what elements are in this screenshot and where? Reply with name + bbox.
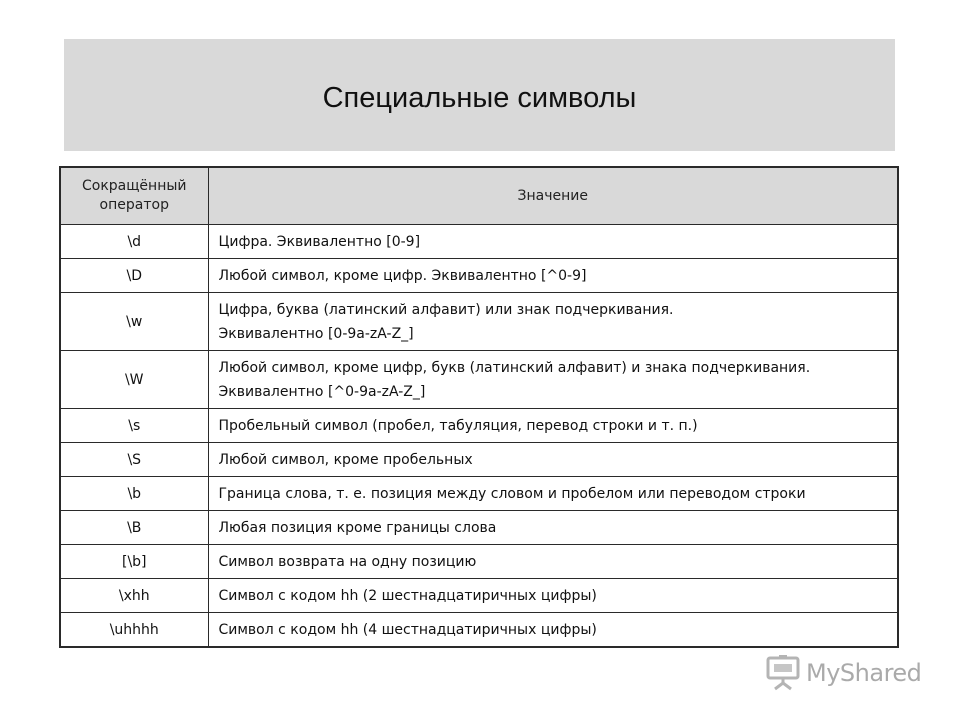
meaning-cell bbox=[208, 351, 898, 409]
operator-cell: \xhh bbox=[60, 579, 208, 613]
operator-cell: \d bbox=[60, 225, 208, 259]
table-row bbox=[60, 443, 898, 477]
title-band bbox=[64, 39, 895, 151]
meaning-line: Эквивалентно [0-9a-zA-Z_] bbox=[218, 325, 414, 342]
operator-cell: \uhhhh bbox=[60, 613, 208, 648]
header-operator: Сокращённый оператор bbox=[60, 167, 208, 225]
slide-title: Специальные символы bbox=[322, 81, 637, 114]
operator-cell: \B bbox=[60, 511, 208, 545]
operator-cell: \W bbox=[60, 351, 208, 409]
table-row bbox=[60, 511, 898, 545]
watermark-text: MyShared bbox=[806, 659, 922, 687]
meaning-cell: Любой символ, кроме пробельных bbox=[208, 443, 898, 477]
meaning-cell: Символ возврата на одну позицию bbox=[208, 545, 898, 579]
table-header-row bbox=[60, 167, 898, 225]
watermark[interactable] bbox=[766, 653, 921, 693]
table-row bbox=[60, 545, 898, 579]
meaning-line: Любой символ, кроме цифр, букв (латинский алфавит) и знака подчеркивания. bbox=[218, 359, 811, 376]
operator-cell: \w bbox=[60, 293, 208, 351]
meaning-cell bbox=[208, 293, 898, 351]
table-row bbox=[60, 225, 898, 259]
meaning-cell: Пробельный символ (пробел, табуляция, перевод строки и т. п.) bbox=[208, 409, 898, 443]
operator-cell: \s bbox=[60, 409, 208, 443]
meaning-cell: Цифра. Эквивалентно [0-9] bbox=[208, 225, 898, 259]
table-row bbox=[60, 293, 898, 351]
table-row bbox=[60, 259, 898, 293]
table-row bbox=[60, 351, 898, 409]
operators-table bbox=[59, 166, 899, 648]
table-row bbox=[60, 613, 898, 648]
meaning-cell: Любая позиция кроме границы слова bbox=[208, 511, 898, 545]
operator-cell: \b bbox=[60, 477, 208, 511]
meaning-cell: Символ с кодом hh (2 шестнадцатиричных цифры) bbox=[208, 579, 898, 613]
meaning-line: Эквивалентно [^0-9a-zA-Z_] bbox=[218, 383, 426, 400]
table-row bbox=[60, 477, 898, 511]
header-meaning: Значение bbox=[208, 167, 898, 225]
meaning-cell: Символ с кодом hh (4 шестнадцатиричных цифры) bbox=[208, 613, 898, 648]
meaning-cell: Граница слова, т. е. позиция между словом и пробелом или переводом строки bbox=[208, 477, 898, 511]
table-row bbox=[60, 579, 898, 613]
operator-cell: \S bbox=[60, 443, 208, 477]
meaning-line: Цифра, буква (латинский алфавит) или знак подчеркивания. bbox=[218, 301, 674, 318]
meaning-cell: Любой символ, кроме цифр. Эквивалентно [^0-9] bbox=[208, 259, 898, 293]
operator-cell: \D bbox=[60, 259, 208, 293]
table-row bbox=[60, 409, 898, 443]
presentation-board-icon bbox=[766, 655, 800, 691]
operator-cell: [\b] bbox=[60, 545, 208, 579]
